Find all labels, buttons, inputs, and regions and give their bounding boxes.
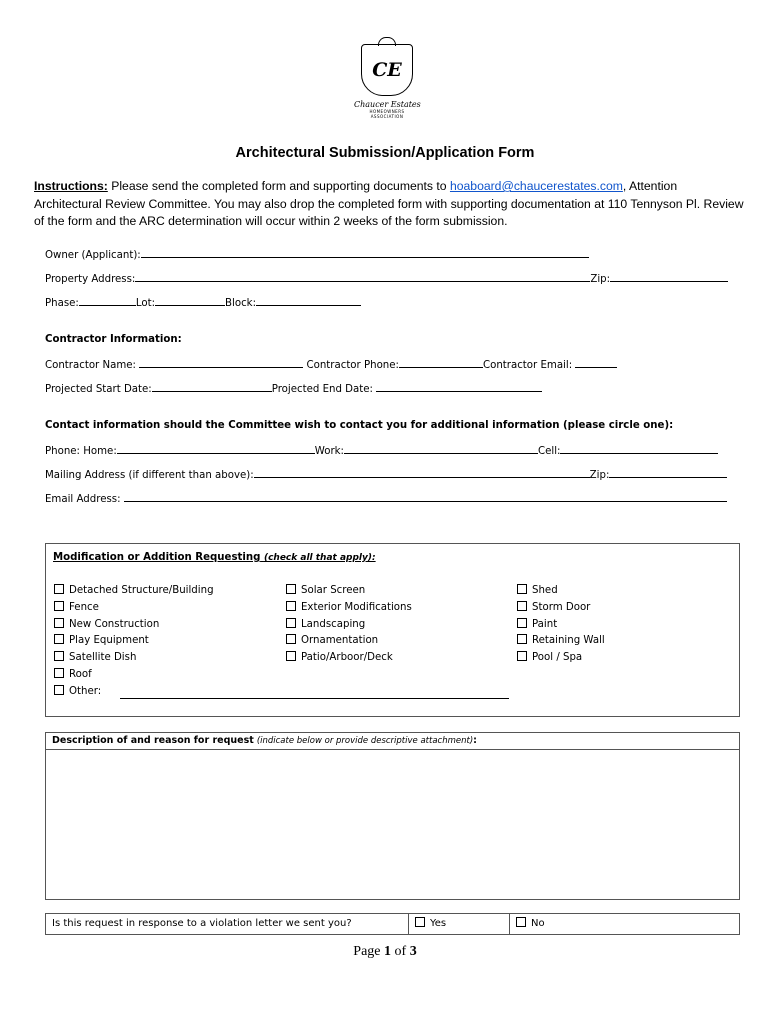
checkbox-icon[interactable] <box>517 618 527 628</box>
logo-monogram: CE <box>372 59 402 81</box>
modification-heading-text: Modification or Addition Requesting <box>53 552 261 563</box>
project-dates-row <box>45 381 542 395</box>
checkbox-item[interactable] <box>517 651 582 663</box>
checkbox-item[interactable] <box>54 651 136 663</box>
block-label: Block: <box>225 298 257 309</box>
mailing-address-field[interactable] <box>254 467 590 478</box>
page-total: 3 <box>409 944 417 959</box>
checkbox-icon[interactable] <box>54 601 64 611</box>
checkbox-icon[interactable] <box>54 618 64 628</box>
violation-no-cell[interactable] <box>510 914 739 934</box>
owner-row <box>45 247 589 261</box>
owner-field[interactable] <box>141 247 589 258</box>
checkbox-item[interactable] <box>286 651 393 663</box>
checkbox-icon[interactable] <box>517 634 527 644</box>
cell-phone-field[interactable] <box>560 443 718 454</box>
contractor-email-label: Contractor Email: <box>482 360 573 371</box>
work-phone-field[interactable] <box>344 443 538 454</box>
logo-name: Chaucer Estates <box>354 100 421 109</box>
checkbox-label: Satellite Dish <box>69 652 137 664</box>
checkbox-icon[interactable] <box>286 651 296 661</box>
checkbox-icon[interactable] <box>286 634 296 644</box>
mailing-zip-field[interactable] <box>609 467 727 478</box>
contractor-heading: Contractor Information: <box>45 334 182 345</box>
description-heading <box>52 735 477 746</box>
checkbox-label: Retaining Wall <box>532 635 605 647</box>
checkbox-label: Shed <box>532 585 558 596</box>
end-date-label: Projected End Date: <box>271 384 373 395</box>
checkbox-item[interactable] <box>54 668 92 680</box>
no-checkbox[interactable] <box>516 917 526 927</box>
checkbox-icon[interactable] <box>286 584 296 594</box>
checkbox-label: Pool / Spa <box>532 652 583 664</box>
start-date-label: Projected Start Date: <box>45 384 152 395</box>
email-address-row <box>45 491 727 505</box>
checkbox-label: Fence <box>69 601 99 613</box>
checkbox-label: Detached Structure/Building <box>69 585 214 596</box>
description-heading-text: Description of and reason for request <box>52 735 254 746</box>
start-date-field[interactable] <box>152 381 272 392</box>
logo-sub1: HOMEOWNERS <box>369 109 405 114</box>
checkbox-icon[interactable] <box>54 685 64 695</box>
form-title: Architectural Submission/Application Form <box>235 145 535 161</box>
yes-label: Yes <box>430 918 447 929</box>
logo-sub2: ASSOCIATION <box>370 114 404 119</box>
checkbox-item[interactable] <box>286 584 365 596</box>
mailing-zip-label: Zip: <box>589 470 610 481</box>
checkbox-icon[interactable] <box>517 601 527 611</box>
lot-label: Lot: <box>135 298 156 309</box>
checkbox-label: Roof <box>69 669 92 680</box>
checkbox-item[interactable] <box>517 601 590 613</box>
property-address-label: Property Address: <box>45 274 136 285</box>
checkbox-icon[interactable] <box>517 651 527 661</box>
lot-field[interactable] <box>155 295 225 306</box>
checkbox-icon[interactable] <box>54 651 64 661</box>
instructions <box>34 178 746 231</box>
checkbox-label: Patio/Arboor/Deck <box>301 652 393 664</box>
checkbox-item[interactable] <box>286 601 412 613</box>
checkbox-icon[interactable] <box>286 601 296 611</box>
checkbox-item[interactable] <box>54 601 99 613</box>
email-address-field[interactable] <box>124 491 727 502</box>
cell-phone-label: Cell: <box>537 446 561 457</box>
checkbox-item[interactable] <box>517 634 605 646</box>
checkbox-label: Ornamentation <box>301 635 379 647</box>
page-current: 1 <box>384 944 392 959</box>
modification-heading <box>53 552 376 563</box>
phase-field[interactable] <box>79 295 136 306</box>
violation-yes-cell[interactable] <box>409 914 510 934</box>
checkbox-icon[interactable] <box>54 668 64 678</box>
block-field[interactable] <box>256 295 361 306</box>
checkbox-icon[interactable] <box>517 584 527 594</box>
checkbox-icon[interactable] <box>286 618 296 628</box>
checkbox-label: Other: <box>69 685 102 697</box>
owner-label: Owner (Applicant): <box>45 250 141 261</box>
hoa-email-link[interactable]: hoaboard@chaucerestates.com <box>449 179 623 193</box>
checkbox-item[interactable] <box>54 685 101 697</box>
phase-row <box>45 295 361 309</box>
description-colon: : <box>473 735 477 746</box>
email-address-label: Email Address: <box>45 494 121 505</box>
home-phone-label: Phone: Home: <box>45 446 117 457</box>
checkbox-label: New Construction <box>69 618 160 630</box>
end-date-field[interactable] <box>376 381 542 392</box>
contractor-row <box>45 357 617 371</box>
instructions-text-2: , Attention Architectural Review Committee. You may also drop the completed form with supporting documentation at 110 Tennyson Pl. Review of the form and the ARC determination will occur within 2 weeks of the form submission. <box>34 179 744 228</box>
yes-checkbox[interactable] <box>415 917 425 927</box>
checkbox-item[interactable] <box>286 634 378 646</box>
crest-icon <box>361 44 413 96</box>
checkbox-label: Landscaping <box>301 618 366 630</box>
checkbox-item[interactable] <box>54 634 149 646</box>
checkbox-label: Storm Door <box>532 601 591 613</box>
description-note: (indicate below or provide descriptive attachment) <box>256 736 474 746</box>
page-footer <box>0 944 770 960</box>
home-phone-field[interactable] <box>117 443 315 454</box>
mailing-address-label: Mailing Address (if different than above): <box>45 470 254 481</box>
checkbox-item[interactable] <box>54 618 159 630</box>
phone-row <box>45 443 718 457</box>
phase-label: Phase: <box>45 298 79 309</box>
checkbox-item[interactable] <box>517 584 558 596</box>
page-label: Page <box>353 944 381 959</box>
property-address-row <box>45 271 728 285</box>
zip-field[interactable] <box>610 271 728 282</box>
chaucer-estates-logo <box>354 44 420 130</box>
instructions-label: Instructions: <box>34 179 108 193</box>
other-field[interactable] <box>120 688 509 699</box>
checkbox-label: Paint <box>532 618 558 630</box>
zip-label: Zip: <box>590 274 611 285</box>
instructions-text-1: Please send the completed form and supporting documents to <box>107 179 450 193</box>
violation-table <box>45 913 740 935</box>
contractor-name-label: Contractor Name: <box>45 360 136 371</box>
checkbox-icon[interactable] <box>54 584 64 594</box>
contractor-phone-field[interactable] <box>399 357 483 368</box>
contractor-phone-label: Contractor Phone: <box>306 360 399 371</box>
no-label: No <box>531 918 545 929</box>
checkbox-label: Exterior Modifications <box>301 601 412 613</box>
contact-heading: Contact information should the Committee wish to contact you for additional information (please circle one): <box>45 420 674 431</box>
checkbox-item[interactable] <box>517 618 557 630</box>
description-box[interactable] <box>45 732 740 900</box>
modification-note: (check all that apply): <box>263 553 376 563</box>
checkbox-label: Play Equipment <box>69 635 149 647</box>
work-phone-label: Work: <box>314 446 344 457</box>
contractor-email-field[interactable] <box>575 357 617 368</box>
checkbox-icon[interactable] <box>54 634 64 644</box>
page-of: of <box>394 944 407 959</box>
checkbox-item[interactable] <box>54 584 214 596</box>
contractor-name-field[interactable] <box>139 357 303 368</box>
mailing-address-row <box>45 467 727 481</box>
checkbox-item[interactable] <box>286 618 365 630</box>
checkbox-label: Solar Screen <box>301 585 366 596</box>
violation-question: Is this request in response to a violation letter we sent you? <box>46 914 409 934</box>
property-address-field[interactable] <box>135 271 590 282</box>
